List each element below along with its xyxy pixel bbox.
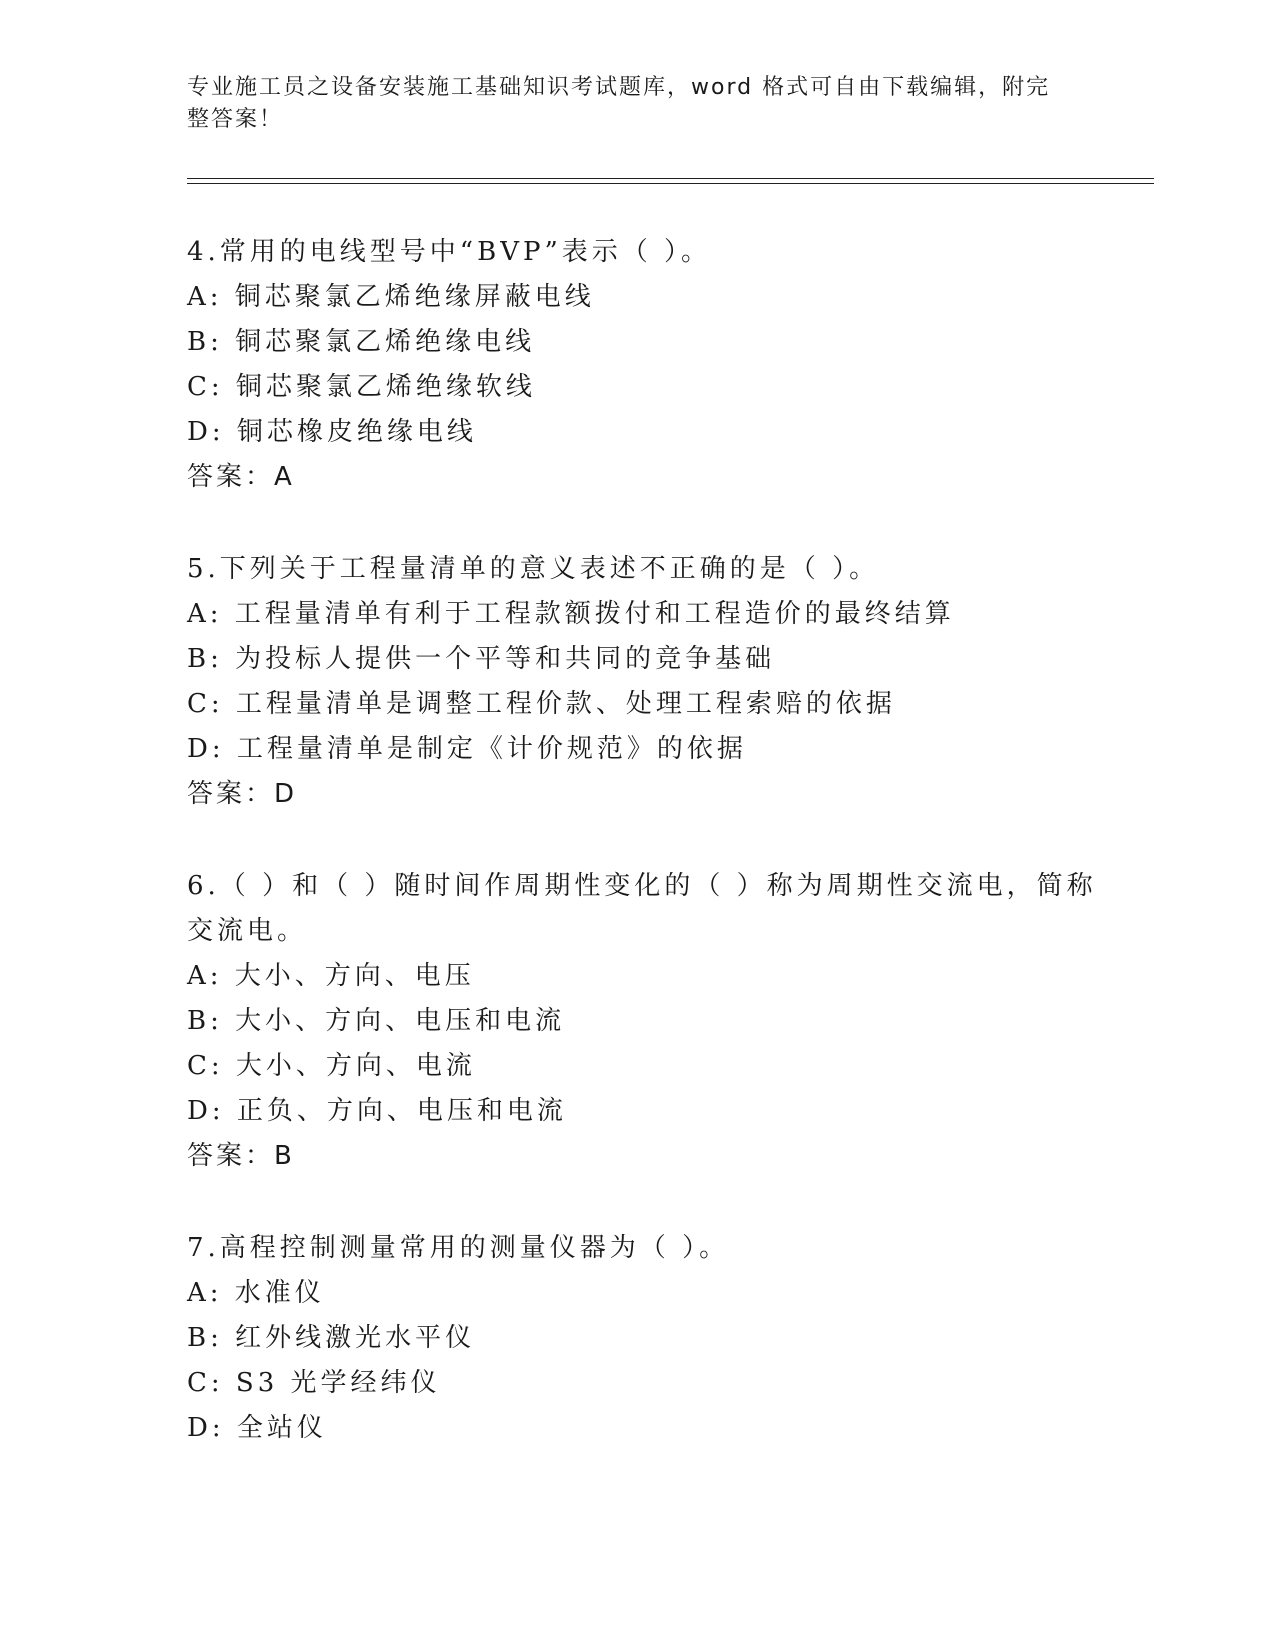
question-6-stem-line-1: 6.（ ）和（ ）随时间作周期性变化的（ ）称为周期性交流电，简称 [187,871,1097,901]
document-header [187,72,1087,136]
question-7-option-d: D: 全站仪 [187,1413,327,1443]
question-6-stem-line-2: 交流电。 [187,916,308,946]
question-6-option-b: B: 大小、方向、电压和电流 [187,1006,566,1036]
question-6-option-c: C: 大小、方向、电流 [187,1051,476,1081]
question-5-option-a: A: 工程量清单有利于工程款额拨付和工程造价的最终结算 [187,599,955,629]
question-4-answer: 答案：A [187,462,295,492]
question-6-option-d: D: 正负、方向、电压和电流 [187,1096,567,1126]
question-5-option-d: D: 工程量清单是制定《计价规范》的依据 [187,734,747,764]
question-7-option-b: B: 红外线激光水平仪 [187,1323,476,1353]
header-divider-bottom [187,183,1154,184]
question-5-option-c: C: 工程量清单是调整工程价款、处理工程索赔的依据 [187,689,896,719]
header-text-line-1: 专业施工员之设备安装施工基础知识考试题库，word 格式可自由下载编辑，附完 [187,75,1051,100]
question-4-stem: 4.常用的电线型号中“BVP”表示（ ）。 [187,237,712,267]
question-4-option-b: B: 铜芯聚氯乙烯绝缘电线 [187,327,536,357]
question-5-stem: 5.下列关于工程量清单的意义表述不正确的是（ ）。 [187,554,880,584]
question-4-option-a: A: 铜芯聚氯乙烯绝缘屏蔽电线 [187,282,595,312]
question-5-option-b: B: 为投标人提供一个平等和共同的竞争基础 [187,644,776,674]
question-4-option-c: C: 铜芯聚氯乙烯绝缘软线 [187,372,536,402]
question-4-option-d: D: 铜芯橡皮绝缘电线 [187,417,477,447]
header-divider-top [187,178,1154,179]
header-text-line-2: 整答案！ [187,107,284,132]
question-7-stem: 7.高程控制测量常用的测量仪器为（ ）。 [187,1233,730,1263]
question-7-option-c: C: S3 光学经纬仪 [187,1368,441,1398]
question-6-answer: 答案：B [187,1141,295,1171]
question-6-option-a: A: 大小、方向、电压 [187,961,475,991]
question-7-option-a: A: 水准仪 [187,1278,325,1308]
question-5-answer: 答案：D [187,779,298,809]
